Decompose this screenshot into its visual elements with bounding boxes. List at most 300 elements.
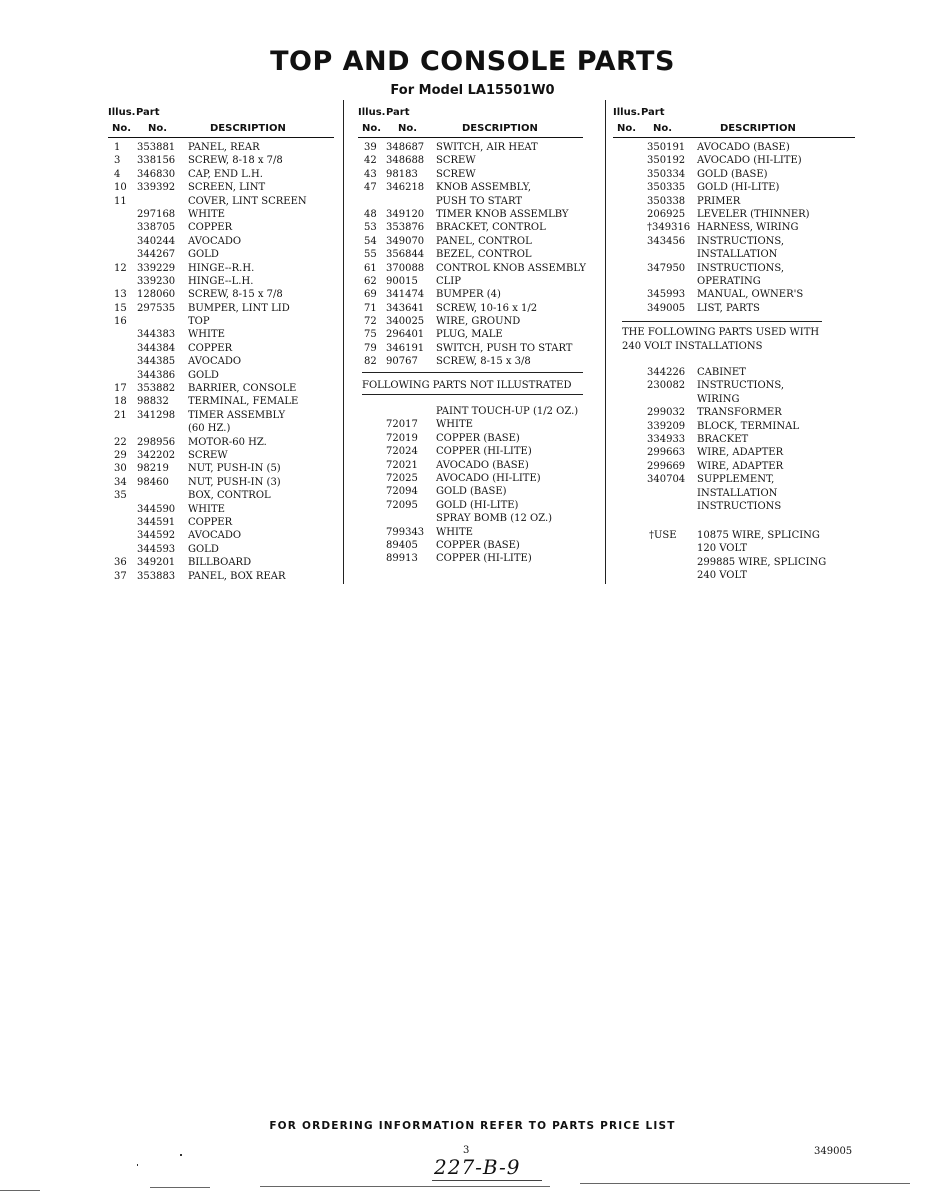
not-illustrated-note: FOLLOWING PARTS NOT ILLUSTRATED <box>362 380 572 391</box>
part-number: 98460 <box>137 476 169 488</box>
part-description: AVOCADO (HI-LITE) <box>436 472 541 484</box>
part-number: 340244 <box>137 235 176 247</box>
part-row <box>108 395 334 408</box>
illus-number: 30 <box>114 463 127 475</box>
use-note-row <box>613 529 855 542</box>
part-number: 299669 <box>647 460 686 472</box>
part-row <box>108 476 334 489</box>
part-row <box>613 195 855 208</box>
scan-edge-line <box>150 1187 210 1188</box>
part-number: 89913 <box>386 553 418 565</box>
part-description: GOLD (HI-LITE) <box>697 182 780 194</box>
part-number: 344226 <box>647 367 686 378</box>
illus-number: 10 <box>114 182 127 194</box>
part-description: CAP, END L.H. <box>188 168 263 180</box>
part-row <box>358 288 583 301</box>
illus-number: 22 <box>114 436 127 448</box>
part-description: SCREW, 8-15 x 3/8 <box>436 356 531 368</box>
illus-number: 3 <box>114 155 121 167</box>
part-description: GOLD (HI-LITE) <box>436 499 519 511</box>
column-header <box>108 106 334 138</box>
header-part-no: No. <box>398 123 418 134</box>
use-note-row <box>613 556 855 569</box>
not-illustrated-list <box>358 405 583 566</box>
part-description: INSTRUCTIONS, <box>697 262 785 274</box>
part-description: OPERATING <box>697 275 761 287</box>
part-number: 72025 <box>386 472 418 484</box>
part-row <box>613 446 855 459</box>
part-row <box>358 262 586 275</box>
parts-column-2 <box>358 106 586 369</box>
part-description: SPRAY BOMB (12 OZ.) <box>436 513 553 525</box>
model-subtitle: For Model LA15501W0 <box>390 83 555 98</box>
use-line: 10875 WIRE, SPLICING <box>697 530 820 541</box>
part-row <box>613 487 855 500</box>
part-row <box>358 141 583 154</box>
part-row <box>613 460 855 473</box>
part-number: 340025 <box>386 316 425 328</box>
part-number: 344591 <box>137 516 176 528</box>
parts-list <box>613 366 855 513</box>
part-number: 350192 <box>647 155 686 167</box>
part-row <box>108 570 334 583</box>
part-row <box>358 512 583 525</box>
part-description: TERMINAL, FEMALE <box>188 396 299 408</box>
part-number: 348687 <box>386 142 425 153</box>
part-number: 353883 <box>137 570 176 582</box>
part-row <box>108 315 334 328</box>
illus-number: 36 <box>114 557 127 569</box>
part-description: COPPER <box>188 516 233 528</box>
parts-list <box>613 138 855 315</box>
part-row <box>108 543 334 556</box>
part-row <box>108 409 334 422</box>
header-description: DESCRIPTION <box>462 123 538 134</box>
part-description: WIRE, ADAPTER <box>697 447 784 459</box>
illus-number: 55 <box>364 249 377 261</box>
part-number: 98183 <box>386 168 418 180</box>
part-number: 350191 <box>647 142 686 153</box>
illus-number: 34 <box>114 476 127 488</box>
scan-speck <box>137 1164 138 1166</box>
part-number: 72095 <box>386 499 418 511</box>
illus-number: 72 <box>364 316 377 328</box>
part-description: BOX, CONTROL <box>188 490 271 502</box>
part-row <box>358 472 583 485</box>
part-number: 353882 <box>137 383 176 395</box>
illus-number: 1 <box>114 142 121 153</box>
part-description: CLIP <box>436 275 461 287</box>
part-description: CONTROL KNOB ASSEMBLY <box>436 262 586 274</box>
part-number: 72021 <box>386 459 418 471</box>
illus-number: 16 <box>114 316 127 328</box>
part-row <box>358 221 583 234</box>
part-description: INSTRUCTIONS <box>697 500 782 512</box>
part-description: MOTOR-60 HZ. <box>188 436 267 448</box>
illus-number: 69 <box>364 289 377 301</box>
part-description: WHITE <box>436 526 473 538</box>
page-title: TOP AND CONSOLE PARTS <box>270 46 675 77</box>
part-row <box>108 369 334 382</box>
illus-number: 48 <box>364 208 377 220</box>
part-description: SWITCH, PUSH TO START <box>436 342 573 354</box>
part-row <box>108 262 334 275</box>
part-number: 128060 <box>137 289 176 301</box>
part-number: 339230 <box>137 275 176 287</box>
part-description: AVOCADO (BASE) <box>697 142 790 153</box>
part-description: TIMER ASSEMBLY <box>188 409 286 421</box>
part-number: 344384 <box>137 342 176 354</box>
part-row <box>108 181 334 194</box>
illus-number: 42 <box>364 155 377 167</box>
illus-number: 29 <box>114 449 127 461</box>
part-row <box>358 315 583 328</box>
part-row <box>613 168 855 181</box>
part-row <box>108 355 334 368</box>
part-number: 347950 <box>647 262 686 274</box>
part-row <box>613 275 855 288</box>
part-description: BRACKET <box>697 433 749 445</box>
part-description: LEVELER (THINNER) <box>697 208 810 220</box>
illus-number: 53 <box>364 222 377 234</box>
part-description: TOP <box>188 316 210 328</box>
part-description: INSTRUCTIONS, <box>697 235 785 247</box>
part-description: LIST, PARTS <box>697 302 760 314</box>
part-row <box>358 539 583 552</box>
use-note-row <box>613 542 855 555</box>
parts-column-1 <box>108 106 334 583</box>
part-number: 349201 <box>137 557 176 569</box>
part-number: 344386 <box>137 369 176 381</box>
part-number: 349005 <box>647 302 686 314</box>
part-number: 72094 <box>386 486 418 498</box>
part-description: GOLD <box>188 249 219 261</box>
part-row <box>358 208 583 221</box>
part-row <box>358 168 583 181</box>
part-description: SCREEN, LINT <box>188 182 266 194</box>
part-row <box>613 433 855 446</box>
part-number: 338156 <box>137 155 176 167</box>
part-number: 349070 <box>386 235 425 247</box>
part-row <box>358 302 583 315</box>
header-part-no: No. <box>653 123 673 134</box>
part-row <box>613 379 855 392</box>
part-row <box>358 195 583 208</box>
use-line: 299885 WIRE, SPLICING <box>697 556 827 568</box>
part-row <box>613 208 855 221</box>
part-description: WHITE <box>188 329 225 341</box>
illus-number: 18 <box>114 396 127 408</box>
part-number: 206925 <box>647 208 686 220</box>
part-number: 298956 <box>137 436 176 448</box>
part-row <box>358 248 583 261</box>
illus-number: 61 <box>364 262 377 274</box>
part-description: COPPER (BASE) <box>436 432 520 444</box>
part-row <box>108 503 334 516</box>
scan-edge-line <box>260 1186 550 1187</box>
scan-edge-line <box>580 1183 910 1184</box>
part-row <box>613 248 855 261</box>
part-row <box>358 275 583 288</box>
illus-number: 62 <box>364 275 377 287</box>
part-description: GOLD (BASE) <box>436 486 507 498</box>
part-row <box>108 436 334 449</box>
illus-number: 12 <box>114 262 127 274</box>
illus-number: 37 <box>114 570 127 582</box>
illus-number: 17 <box>114 383 127 395</box>
part-description: SCREW, 8-18 x 7/8 <box>188 155 283 167</box>
illus-number: 54 <box>364 235 377 247</box>
part-description: AVOCADO <box>188 235 242 247</box>
illus-number: 4 <box>114 168 121 180</box>
header-description: DESCRIPTION <box>720 123 796 134</box>
part-number: 299663 <box>647 447 686 459</box>
part-row <box>108 195 334 208</box>
header-illus: Illus. <box>358 107 386 118</box>
parts-list <box>108 138 334 583</box>
part-row <box>108 529 334 542</box>
part-number: 339392 <box>137 182 176 194</box>
part-description: PANEL, BOX REAR <box>188 570 286 582</box>
part-row <box>358 328 583 341</box>
part-description: COPPER <box>188 342 233 354</box>
part-row <box>108 516 334 529</box>
header-illus-no: No. <box>617 123 637 134</box>
part-row <box>358 235 583 248</box>
part-number: 353881 <box>137 142 176 153</box>
part-row <box>108 328 334 341</box>
scan-speck <box>180 1154 182 1156</box>
use-note-row <box>613 569 855 582</box>
header-part-no: No. <box>148 123 168 134</box>
part-number: 370088 <box>386 262 425 274</box>
part-description: PANEL, CONTROL <box>436 235 532 247</box>
part-number: 72017 <box>386 419 418 431</box>
page-number: 3 <box>463 1145 470 1156</box>
part-description: BUMPER (4) <box>436 289 501 301</box>
part-row <box>613 406 855 419</box>
part-number: 341298 <box>137 409 176 421</box>
header-illus: Illus. <box>108 107 136 118</box>
part-row <box>358 418 583 431</box>
part-description: BUMPER, LINT LID <box>188 302 290 314</box>
part-number: 346830 <box>137 168 176 180</box>
part-description: BRACKET, CONTROL <box>436 222 546 234</box>
part-row <box>358 445 583 458</box>
part-description: PLUG, MALE <box>436 329 503 341</box>
parts-list <box>358 138 586 369</box>
part-description: WHITE <box>188 208 225 220</box>
part-number: 72024 <box>386 446 418 458</box>
part-description: SCREW, 8-15 x 7/8 <box>188 289 283 301</box>
part-number: 353876 <box>386 222 425 234</box>
part-number: 799343 <box>386 526 425 538</box>
part-description: PRIMER <box>697 195 741 207</box>
part-description: COVER, LINT SCREEN <box>188 195 307 207</box>
part-description: MANUAL, OWNER'S <box>697 289 804 301</box>
ordering-footer: FOR ORDERING INFORMATION REFER TO PARTS PRICE LIST <box>269 1120 676 1132</box>
part-row <box>613 221 855 234</box>
part-row <box>108 462 334 475</box>
use-label: †USE <box>649 530 677 541</box>
illus-number: 21 <box>114 409 127 421</box>
part-description: SCREW <box>188 449 228 461</box>
part-row <box>358 459 583 472</box>
part-row <box>108 168 334 181</box>
part-row <box>358 552 583 565</box>
illus-number: 82 <box>364 356 377 368</box>
part-description: HARNESS, WIRING <box>697 222 799 234</box>
part-description: WIRE, GROUND <box>436 316 521 328</box>
part-row <box>108 154 334 167</box>
part-number: 338705 <box>137 222 176 234</box>
scan-edge-line <box>0 1190 40 1191</box>
part-row <box>108 248 334 261</box>
parts-list <box>358 405 583 566</box>
part-number: 346191 <box>386 342 425 354</box>
part-description: AVOCADO <box>188 356 242 368</box>
part-row <box>108 422 334 435</box>
part-description: GOLD <box>188 369 219 381</box>
part-row <box>358 154 583 167</box>
part-number: 344267 <box>137 249 176 261</box>
part-description: AVOCADO <box>188 530 242 542</box>
column-header <box>358 106 583 138</box>
part-description: PANEL, REAR <box>188 142 260 153</box>
part-number: 344590 <box>137 503 176 515</box>
header-illus-no: No. <box>362 123 382 134</box>
part-description: NUT, PUSH-IN (3) <box>188 476 281 488</box>
section-rule <box>622 321 822 322</box>
column-header <box>613 106 855 138</box>
part-description: CABINET <box>697 367 746 378</box>
illus-number: 39 <box>364 142 377 153</box>
part-row <box>613 154 855 167</box>
part-number: 299032 <box>647 407 686 419</box>
part-number: 346218 <box>386 182 425 194</box>
part-row <box>108 275 334 288</box>
part-number: 98832 <box>137 396 169 408</box>
part-row <box>108 382 334 395</box>
part-number: 344383 <box>137 329 176 341</box>
part-description: TIMER KNOB ASSEMLBY <box>436 208 569 220</box>
part-row <box>358 499 583 512</box>
part-row <box>358 432 583 445</box>
part-number: 339229 <box>137 262 176 274</box>
part-number: 344593 <box>137 543 176 555</box>
part-number: 350335 <box>647 182 686 194</box>
volt-240-list <box>613 366 855 513</box>
part-row <box>108 141 334 154</box>
volt-240-note-line-1: THE FOLLOWING PARTS USED WITH <box>622 327 820 338</box>
header-illus: Illus. <box>613 107 641 118</box>
header-part: Part <box>641 107 665 118</box>
part-number: 342202 <box>137 449 176 461</box>
illus-number: 13 <box>114 289 127 301</box>
part-number: 348688 <box>386 155 425 167</box>
part-description: COPPER (HI-LITE) <box>436 553 532 565</box>
part-row <box>108 221 334 234</box>
illus-number: 11 <box>114 195 127 207</box>
volt-240-note-line-2: 240 VOLT INSTALLATIONS <box>622 341 763 352</box>
illus-number: 47 <box>364 182 377 194</box>
part-number: 72019 <box>386 432 418 444</box>
part-description: HINGE--R.H. <box>188 262 255 274</box>
part-row <box>108 288 334 301</box>
part-description: WHITE <box>436 419 473 431</box>
part-description: AVOCADO (BASE) <box>436 459 529 471</box>
part-row <box>358 355 583 368</box>
part-number: †349316 <box>647 222 691 234</box>
part-number: 89405 <box>386 539 418 551</box>
part-number: 334933 <box>647 433 686 445</box>
part-description: WIRE, ADAPTER <box>697 460 784 472</box>
header-part: Part <box>386 107 410 118</box>
part-description: INSTRUCTIONS, <box>697 380 785 392</box>
part-number: 356844 <box>386 249 425 261</box>
part-row <box>108 302 334 315</box>
part-row <box>613 302 855 315</box>
part-description: WHITE <box>188 503 225 515</box>
part-description: INSTALLATION <box>697 249 778 261</box>
parts-column-3 <box>613 106 855 315</box>
part-row <box>358 181 583 194</box>
header-description: DESCRIPTION <box>210 123 286 134</box>
column-divider <box>605 100 606 584</box>
part-description: COPPER <box>188 222 233 234</box>
part-number: 344592 <box>137 530 176 542</box>
part-row <box>108 208 334 221</box>
part-description: SCREW <box>436 168 476 180</box>
part-description: SWITCH, AIR HEAT <box>436 142 538 153</box>
illus-number: 79 <box>364 342 377 354</box>
part-description: INSTALLATION <box>697 487 778 499</box>
part-row <box>108 235 334 248</box>
part-number: 98219 <box>137 463 169 475</box>
part-number: 349120 <box>386 208 425 220</box>
part-description: WIRING <box>697 393 740 405</box>
part-number: 296401 <box>386 329 425 341</box>
part-description: GOLD <box>188 543 219 555</box>
part-row <box>613 366 855 379</box>
part-row <box>613 235 855 248</box>
part-row <box>358 485 583 498</box>
part-number: 339209 <box>647 420 686 432</box>
part-row <box>358 405 583 418</box>
part-row <box>613 288 855 301</box>
part-number: 90015 <box>386 275 418 287</box>
part-number: 343641 <box>386 302 425 314</box>
use-line: 240 VOLT <box>697 570 748 582</box>
part-description: COPPER (HI-LITE) <box>436 446 532 458</box>
section-rule <box>362 372 583 373</box>
illus-number: 35 <box>114 490 127 502</box>
use-note <box>613 529 855 583</box>
part-description: TRANSFORMER <box>697 407 782 419</box>
part-description: COPPER (BASE) <box>436 539 520 551</box>
part-description: GOLD (BASE) <box>697 168 768 180</box>
part-description: BILLBOARD <box>188 557 252 569</box>
part-description: HINGE--L.H. <box>188 275 254 287</box>
part-row <box>108 449 334 462</box>
part-number: 297535 <box>137 302 176 314</box>
part-number: 345993 <box>647 289 686 301</box>
illus-number: 43 <box>364 168 377 180</box>
part-row <box>108 556 334 569</box>
part-row <box>108 342 334 355</box>
part-description: (60 HZ.) <box>188 423 231 435</box>
part-row <box>108 489 334 502</box>
